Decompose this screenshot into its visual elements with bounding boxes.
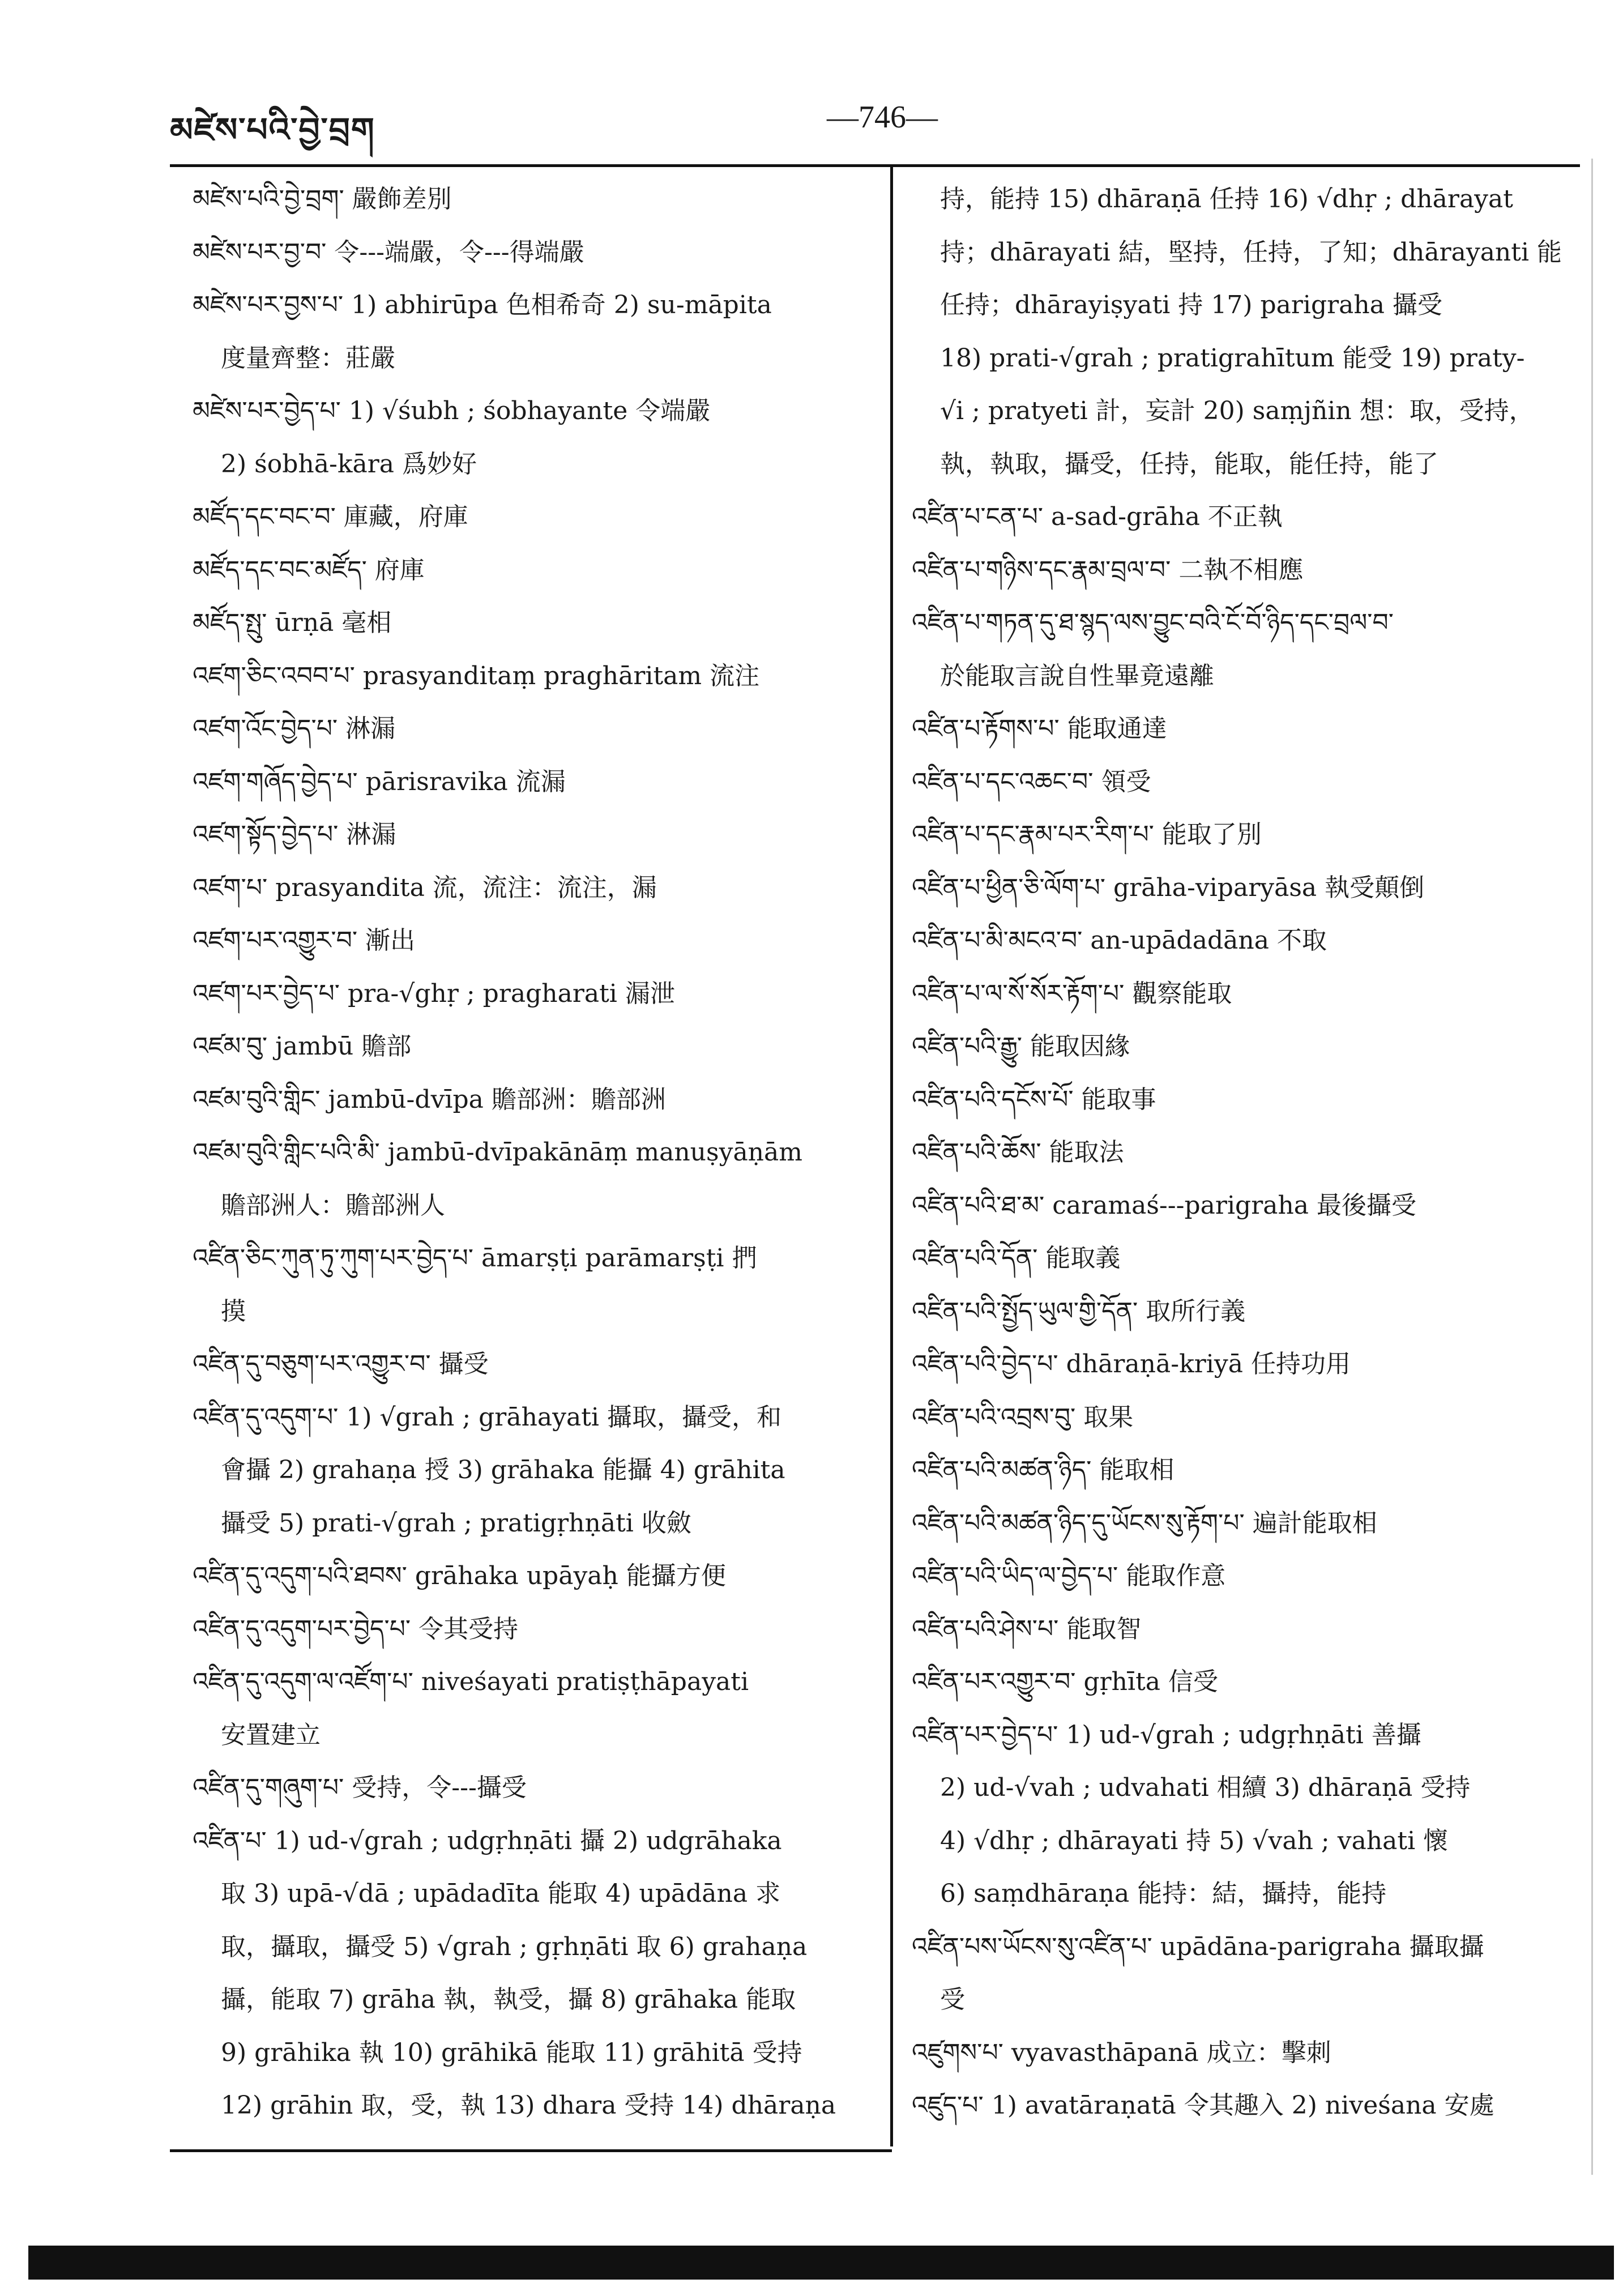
entry-continuation-line: 執，執取，攝受，任持，能取，能任持，能了	[940, 449, 1438, 479]
dictionary-entry-line: འཛག་སྟོད་བྱེད་པ་ 淋漏	[193, 820, 396, 849]
dictionary-entry-line: འཛམ་བུའི་གླིང་ jambū-dvīpa 贍部洲：贍部洲	[193, 1085, 666, 1114]
dictionary-entry-line: མཛོད་སྤུ་ ūrṇā 毫相	[193, 608, 392, 637]
dictionary-entry-line: མཛོད་དང་བང་མཛོད་ 府庫	[193, 555, 425, 584]
entry-continuation-line: 於能取言說自性畢竟遠離	[940, 661, 1214, 690]
right-column	[912, 173, 1586, 2132]
dictionary-entry-line: འཛིན་པའི་ཆོས་ 能取法	[912, 1138, 1124, 1167]
entry-continuation-line: √i ; pratyeti 計，妄計 20) saṃjñin 想：取，受持，	[940, 396, 1534, 425]
dictionary-entry-line: འཛིན་པའི་སྤྱོད་ཡུལ་གྱི་དོན་ 取所行義	[912, 1296, 1246, 1326]
dictionary-entry-line: འཛག་པར་འགྱུར་བ་ 漸出	[193, 926, 416, 955]
dictionary-entry-line: འཛམ་བུ་ jambū 贍部	[193, 1032, 412, 1061]
dictionary-entry-line: མཛེས་པར་བྱ་བ་ 令---端嚴，令---得端嚴	[193, 237, 584, 267]
dictionary-entry-line: འཛིན་པ་གཏན་དུ་ཐ་སྙད་ལས་བྱུང་བའི་ངོ་བོ་ཉིད་དང་བྲལ་བ་	[912, 608, 1394, 637]
dictionary-entry-line: འཛུད་པ་ 1) avatāraṇatā 令其趣入 2) niveśana 安處	[912, 2091, 1494, 2120]
dictionary-entry-line: འཛག་འོང་བྱེད་པ་ 淋漏	[193, 714, 396, 743]
dictionary-entry-line: འཛིན་པ་གཉིས་དང་རྣམ་བྲལ་བ་ 二執不相應	[912, 555, 1304, 584]
entry-continuation-line: 贍部洲人：贍部洲人	[221, 1190, 445, 1220]
dictionary-entry-line: འཛིན་པས་ཡོངས་སུ་འཛིན་པ་ upādāna-parigraha 攝取攝	[912, 1932, 1484, 1961]
dictionary-entry-line: འཛིན་པའི་ཡིད་ལ་བྱེད་པ་ 能取作意	[912, 1561, 1226, 1590]
scan-border-bar	[28, 2246, 1614, 2280]
dictionary-entry-line: འཛམ་བུའི་གླིང་པའི་མི་ jambū-dvīpakānāṃ manuṣyāṇām	[193, 1138, 802, 1167]
entry-continuation-line: 攝，能取 7) grāha 執，執受，攝 8) grāhaka 能取	[221, 1985, 796, 2014]
running-head: མཛེས་པའི་བྱེ་བྲག	[170, 110, 375, 149]
dictionary-entry-line: འཛིན་པ་དང་རྣམ་པར་རིག་པ་ 能取了別	[912, 820, 1262, 849]
dictionary-entry-line: འཛག་པ་ prasyandita 流，流注：流注，漏	[193, 873, 657, 902]
entry-continuation-line: 持，能持 15) dhāraṇā 任持 16) √dhṛ ; dhārayat	[940, 185, 1513, 214]
entry-continuation-line: 持；dhārayati 結，堅持，任持，了知；dhārayanti 能	[940, 237, 1562, 267]
dictionary-entry-line: འཛིན་པའི་ཐ་མ་ caramaś---parigraha 最後攝受	[912, 1190, 1417, 1220]
dictionary-entry-line: འཛིན་པ་ལ་སོ་སོར་རྟོག་པ་ 觀察能取	[912, 979, 1232, 1008]
entry-continuation-line: 取 3) upā-√dā ; upādadīta 能取 4) upādāna 求	[221, 1879, 781, 1908]
dictionary-entry-line: མཛེས་པར་བྱས་པ་ 1) abhirūpa 色相希奇 2) su-māpita	[193, 291, 772, 319]
dictionary-entry-line: འཛིན་པའི་འབྲས་བུ་ 取果	[912, 1402, 1134, 1432]
dictionary-entry-line: འཛིན་དུ་འདུག་པ་ 1) √grah ; grāhayati 攝取，攝受，和	[193, 1402, 781, 1432]
dictionary-entry-line: འཛིན་པའི་དོན་ 能取義	[912, 1244, 1121, 1273]
entry-continuation-line: 摸	[221, 1296, 246, 1326]
dictionary-entry-line: འཛིན་པ་དང་འཆང་བ་ 領受	[912, 767, 1151, 796]
entry-continuation-line: 攝受 5) prati-√grah ; pratigṛhṇāti 收斂	[221, 1508, 691, 1538]
dictionary-entry-line: འཛིན་པར་འགྱུར་བ་ gṛhīta 信受	[912, 1667, 1218, 1696]
dictionary-entry-line: འཛིན་དུ་འདུག་པའི་ཐབས་ grāhaka upāyaḥ 能攝方便	[193, 1561, 726, 1590]
dictionary-entry-line: འཛིན་དུ་བཅུག་པར་འགྱུར་བ་ 攝受	[193, 1350, 489, 1379]
dictionary-entry-line: འཛག་ཅིང་འབབ་པ་ prasyanditaṃ praghāritam 流注	[193, 661, 760, 690]
column-divider	[890, 167, 893, 2146]
dictionary-entry-line: མཛེས་པའི་བྱེ་བྲག་ 嚴飾差別	[193, 185, 452, 214]
page-number: —746—	[827, 100, 938, 135]
entry-continuation-line: 12) grāhin 取，受，執 13) dhara 受持 14) dhāraṇa	[221, 2091, 836, 2120]
dictionary-entry-line: འཛིན་པའི་དངོས་པོ་ 能取事	[912, 1085, 1156, 1114]
entry-continuation-line: 安置建立	[221, 1720, 321, 1749]
dictionary-entry-line: འཛིན་དུ་འདུག་པར་བྱེད་པ་ 令其受持	[193, 1614, 519, 1644]
top-rule	[170, 164, 1580, 167]
entry-continuation-line: 9) grāhika 執 10) grāhikā 能取 11) grāhitā 受持	[221, 2038, 802, 2067]
dictionary-entry-line: འཛིན་པ་ཕྱིན་ཅི་ལོག་པ་ grāha-viparyāsa 執受顛倒	[912, 873, 1425, 902]
entry-continuation-line: 受	[940, 1985, 965, 2014]
entry-continuation-line: 2) śobhā-kāra 爲妙好	[221, 449, 477, 479]
dictionary-entry-line: འཛིན་ཅིང་ཀུན་ཏུ་ཀུག་པར་བྱེད་པ་ āmarṣṭi parāmarṣṭi 捫	[193, 1244, 757, 1273]
entry-continuation-line: 18) prati-√grah ; pratigrahītum 能受 19) praty-	[940, 343, 1525, 373]
dictionary-entry-line: འཛིན་པའི་མཚན་ཉིད་དུ་ཡོངས་སུ་རྟོག་པ་ 遍計能取相	[912, 1508, 1377, 1538]
dictionary-entry-line: འཛིན་དུ་འདུག་ལ་འཛོག་པ་ niveśayati pratiṣṭhāpayati	[193, 1667, 749, 1696]
entry-continuation-line: 取，攝取，攝受 5) √grah ; gṛhṇāti 取 6) grahaṇa	[221, 1932, 808, 1961]
dictionary-entry-line: འཛིན་པའི་རྒྱུ་ 能取因緣	[912, 1032, 1130, 1061]
dictionary-entry-line: འཛིན་པ་རྟོགས་པ་ 能取通達	[912, 714, 1167, 743]
bottom-rule	[170, 2149, 892, 2152]
page-edge-shadow	[1591, 159, 1593, 2175]
entry-continuation-line: 2) ud-√vah ; udvahati 相續 3) dhāraṇā 受持	[940, 1773, 1471, 1802]
dictionary-entry-line: འཛུགས་པ་ vyavasthāpanā 成立：擊刺	[912, 2038, 1331, 2067]
left-column	[193, 173, 881, 2132]
dictionary-entry-line: འཛིན་པ་མི་མངའ་བ་ an-upādadāna 不取	[912, 926, 1327, 955]
dictionary-entry-line: འཛག་གཞོད་བྱེད་པ་ pārisravika 流漏	[193, 767, 566, 796]
dictionary-entry-line: འཛིན་པར་བྱེད་པ་ 1) ud-√grah ; udgṛhṇāti 善攝	[912, 1720, 1421, 1749]
entry-continuation-line: 度量齊整：莊嚴	[221, 343, 395, 373]
dictionary-entry-line: འཛིན་པའི་ཤེས་པ་ 能取智	[912, 1614, 1142, 1644]
dictionary-entry-line: འཛིན་པ་ངན་པ་ a-sad-grāha 不正執	[912, 502, 1283, 531]
entry-continuation-line: 6) saṃdhāraṇa 能持：結，攝持，能持	[940, 1879, 1387, 1908]
dictionary-entry-line: འཛིན་དུ་གཞུག་པ་ 受持，令---攝受	[193, 1773, 527, 1802]
entry-continuation-line: 任持；dhārayiṣyati 持 17) parigraha 攝受	[940, 291, 1442, 319]
dictionary-entry-line: མཛོད་དང་བང་བ་ 庫藏，府庫	[193, 502, 468, 531]
dictionary-entry-line: མཛེས་པར་བྱེད་པ་ 1) √śubh ; śobhayante 令端嚴	[193, 396, 711, 425]
dictionary-entry-line: འཛིན་པ་ 1) ud-√grah ; udgṛhṇāti 攝 2) udgrāhaka	[193, 1826, 782, 1855]
entry-continuation-line: 會攝 2) grahaṇa 授 3) grāhaka 能攝 4) grāhita	[221, 1456, 785, 1484]
dictionary-entry-line: འཛག་པར་བྱེད་པ་ pra-√ghṛ ; pragharati 漏泄	[193, 979, 675, 1008]
dictionary-entry-line: འཛིན་པའི་མཚན་ཉིད་ 能取相	[912, 1456, 1174, 1484]
entry-continuation-line: 4) √dhṛ ; dhārayati 持 5) √vah ; vahati 懷	[940, 1826, 1449, 1855]
dictionary-entry-line: འཛིན་པའི་བྱེད་པ་ dhāraṇā-kriyā 任持功用	[912, 1350, 1351, 1379]
